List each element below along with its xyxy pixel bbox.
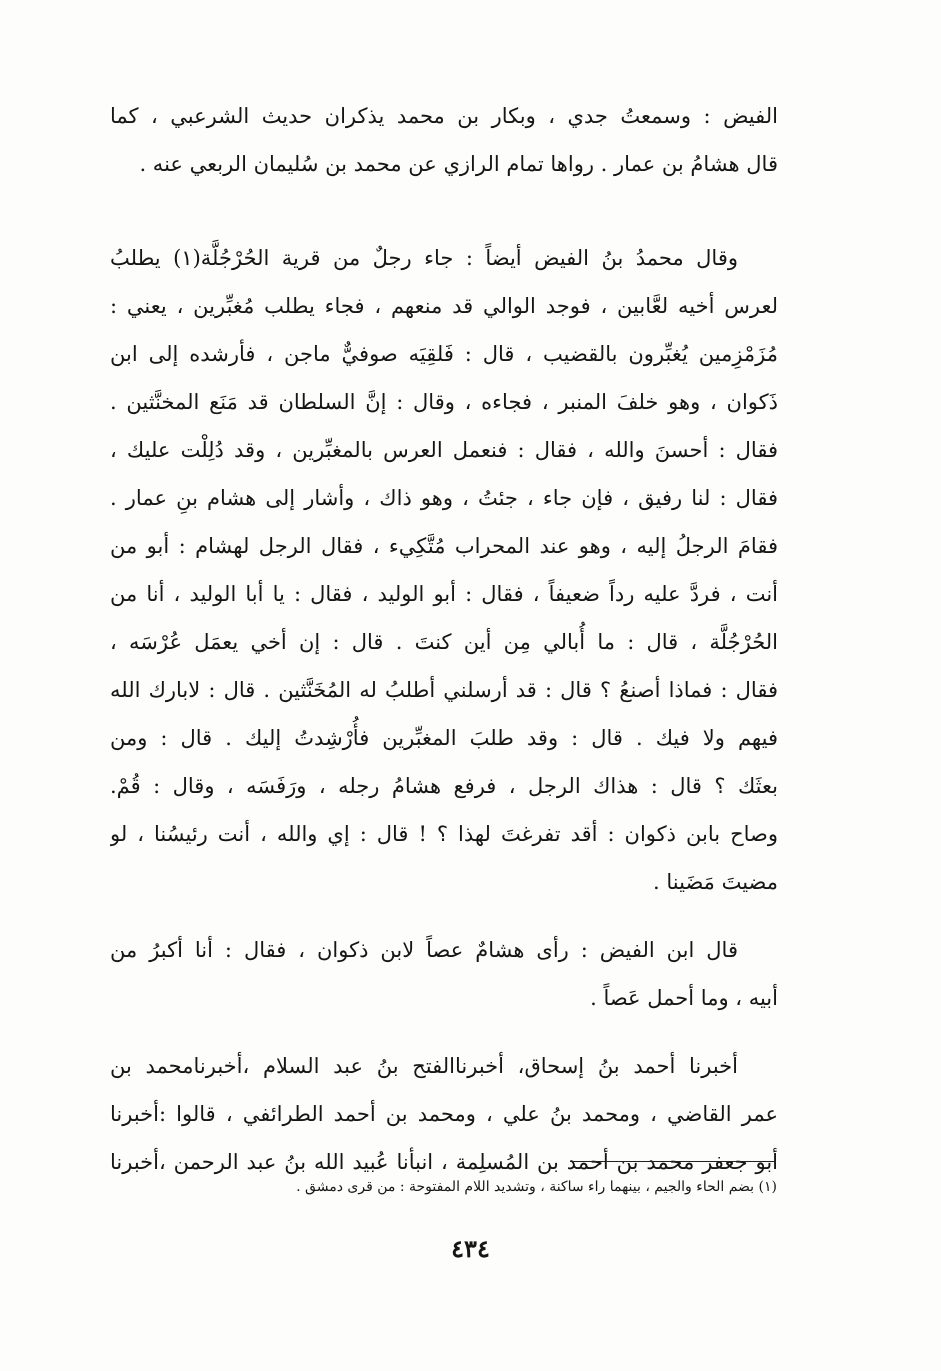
text-line: ذَكوان ، وهو خلفَ المنبر ، فجاءه ، وقال : إنَّ السلطان قد مَنَع المخنَّثين . — [110, 390, 778, 414]
page-number: ٤٣٤ — [451, 1234, 490, 1263]
text-line: فقال : فماذا أصنعُ ؟ قال : قد أرسلني أطلبُ له المُخَنَّثين . قال : لابارك الله — [110, 678, 778, 702]
footnote-divider — [570, 1161, 776, 1162]
page-body — [110, 92, 778, 1186]
text-line: أبو جعفر محمد بن أحمد بن المُسلِمة ، انبأنا عُبيد الله بنُ عبد الرحمن ،أخبرنا — [110, 1150, 778, 1174]
text-line: الحُرْجُلَّة ، قال : ما أُبالي مِن أين كنتَ . قال : إن أخي يعمَل عُرْسَه ، — [110, 630, 778, 654]
text-line: أنت ، فردَّ عليه رداً ضعيفاً ، فقال : أبو الوليد ، فقال : يا أبا الوليد ، أنا من — [110, 582, 778, 606]
text-line: عمر القاضي ، ومحمد بنُ علي ، ومحمد بن أحمد الطرائفي ، قالوا :أخبرنا — [110, 1102, 778, 1126]
text-line: وصاح بابن ذكوان : أقد تفرغتَ لهذا ؟ ! قال : إي والله ، أنت رئيسُنا ، لو — [110, 822, 778, 846]
text-line: فقامَ الرجلُ إليه ، وهو عند المحراب مُتَّكِيء ، فقال الرجل لهشام : أبو من — [110, 534, 778, 558]
paragraph-4 — [110, 1042, 778, 1186]
text-line: فقال : أحسنَ والله ، فقال : فنعمل العرس بالمغبِّرين ، وقد دُلِلْت عليك ، — [110, 438, 778, 462]
paragraph-2 — [110, 234, 778, 906]
text-line: أبيه ، وما أحمل عَصاً . — [590, 986, 778, 1010]
text-line: لعرس أخيه لعَّابين ، فوجد الوالي قد منعهم ، فجاء يطلب مُغبِّرين ، يعني : — [110, 294, 778, 318]
text-line: مُزَمْزِمين يُغبِّرون بالقضيب ، قال : فَلقِيَه صوفيٌّ ماجن ، فأرشده إلى ابن — [110, 342, 778, 366]
text-line: الفيض : وسمعتُ جدي ، وبكار بن محمد يذكران حديث الشرعبي ، كما — [110, 104, 778, 128]
text-line: قال هشامُ بن عمار . رواها تمام الرازي عن محمد بن سُليمان الربعي عنه . — [139, 152, 778, 176]
paragraph-3 — [110, 926, 778, 1022]
text-line: بعثَك ؟ قال : هذاك الرجل ، فرفع هشامُ رجله ، ورَفَسَه ، وقال : قُمْ. — [110, 774, 778, 798]
footnote: (١) بضم الحاء والجيم ، بينهما راء ساكنة ، وتشديد اللام المفتوحة : من قرى دمشق . — [296, 1179, 777, 1195]
text-line: قال ابن الفيض : رأى هشامٌ عصاً لابن ذكوان ، فقال : أنا أكبرُ من — [110, 938, 738, 962]
paragraph-1 — [110, 92, 778, 188]
text-line: مضيتَ مَضَينا . — [653, 870, 778, 894]
text-line: فيهم ولا فيك . قال : وقد طلبَ المغبِّرين فأُرْشِدتُ إليك . قال : ومن — [110, 726, 778, 750]
text-line: فقال : لنا رفيق ، فإن جاء ، جئتُ ، وهو ذاك ، وأشار إلى هشام بنِ عمار . — [110, 486, 778, 510]
text-line: أخبرنا أحمد بنُ إسحاق، أخبرناالفتح بنُ عبد السلام ،أخبرنامحمد بن — [110, 1054, 738, 1078]
text-line: وقال محمدُ بنُ الفيض أيضاً : جاء رجلٌ من قرية الحُرْجُلَّة(١) يطلبُ — [110, 246, 738, 270]
